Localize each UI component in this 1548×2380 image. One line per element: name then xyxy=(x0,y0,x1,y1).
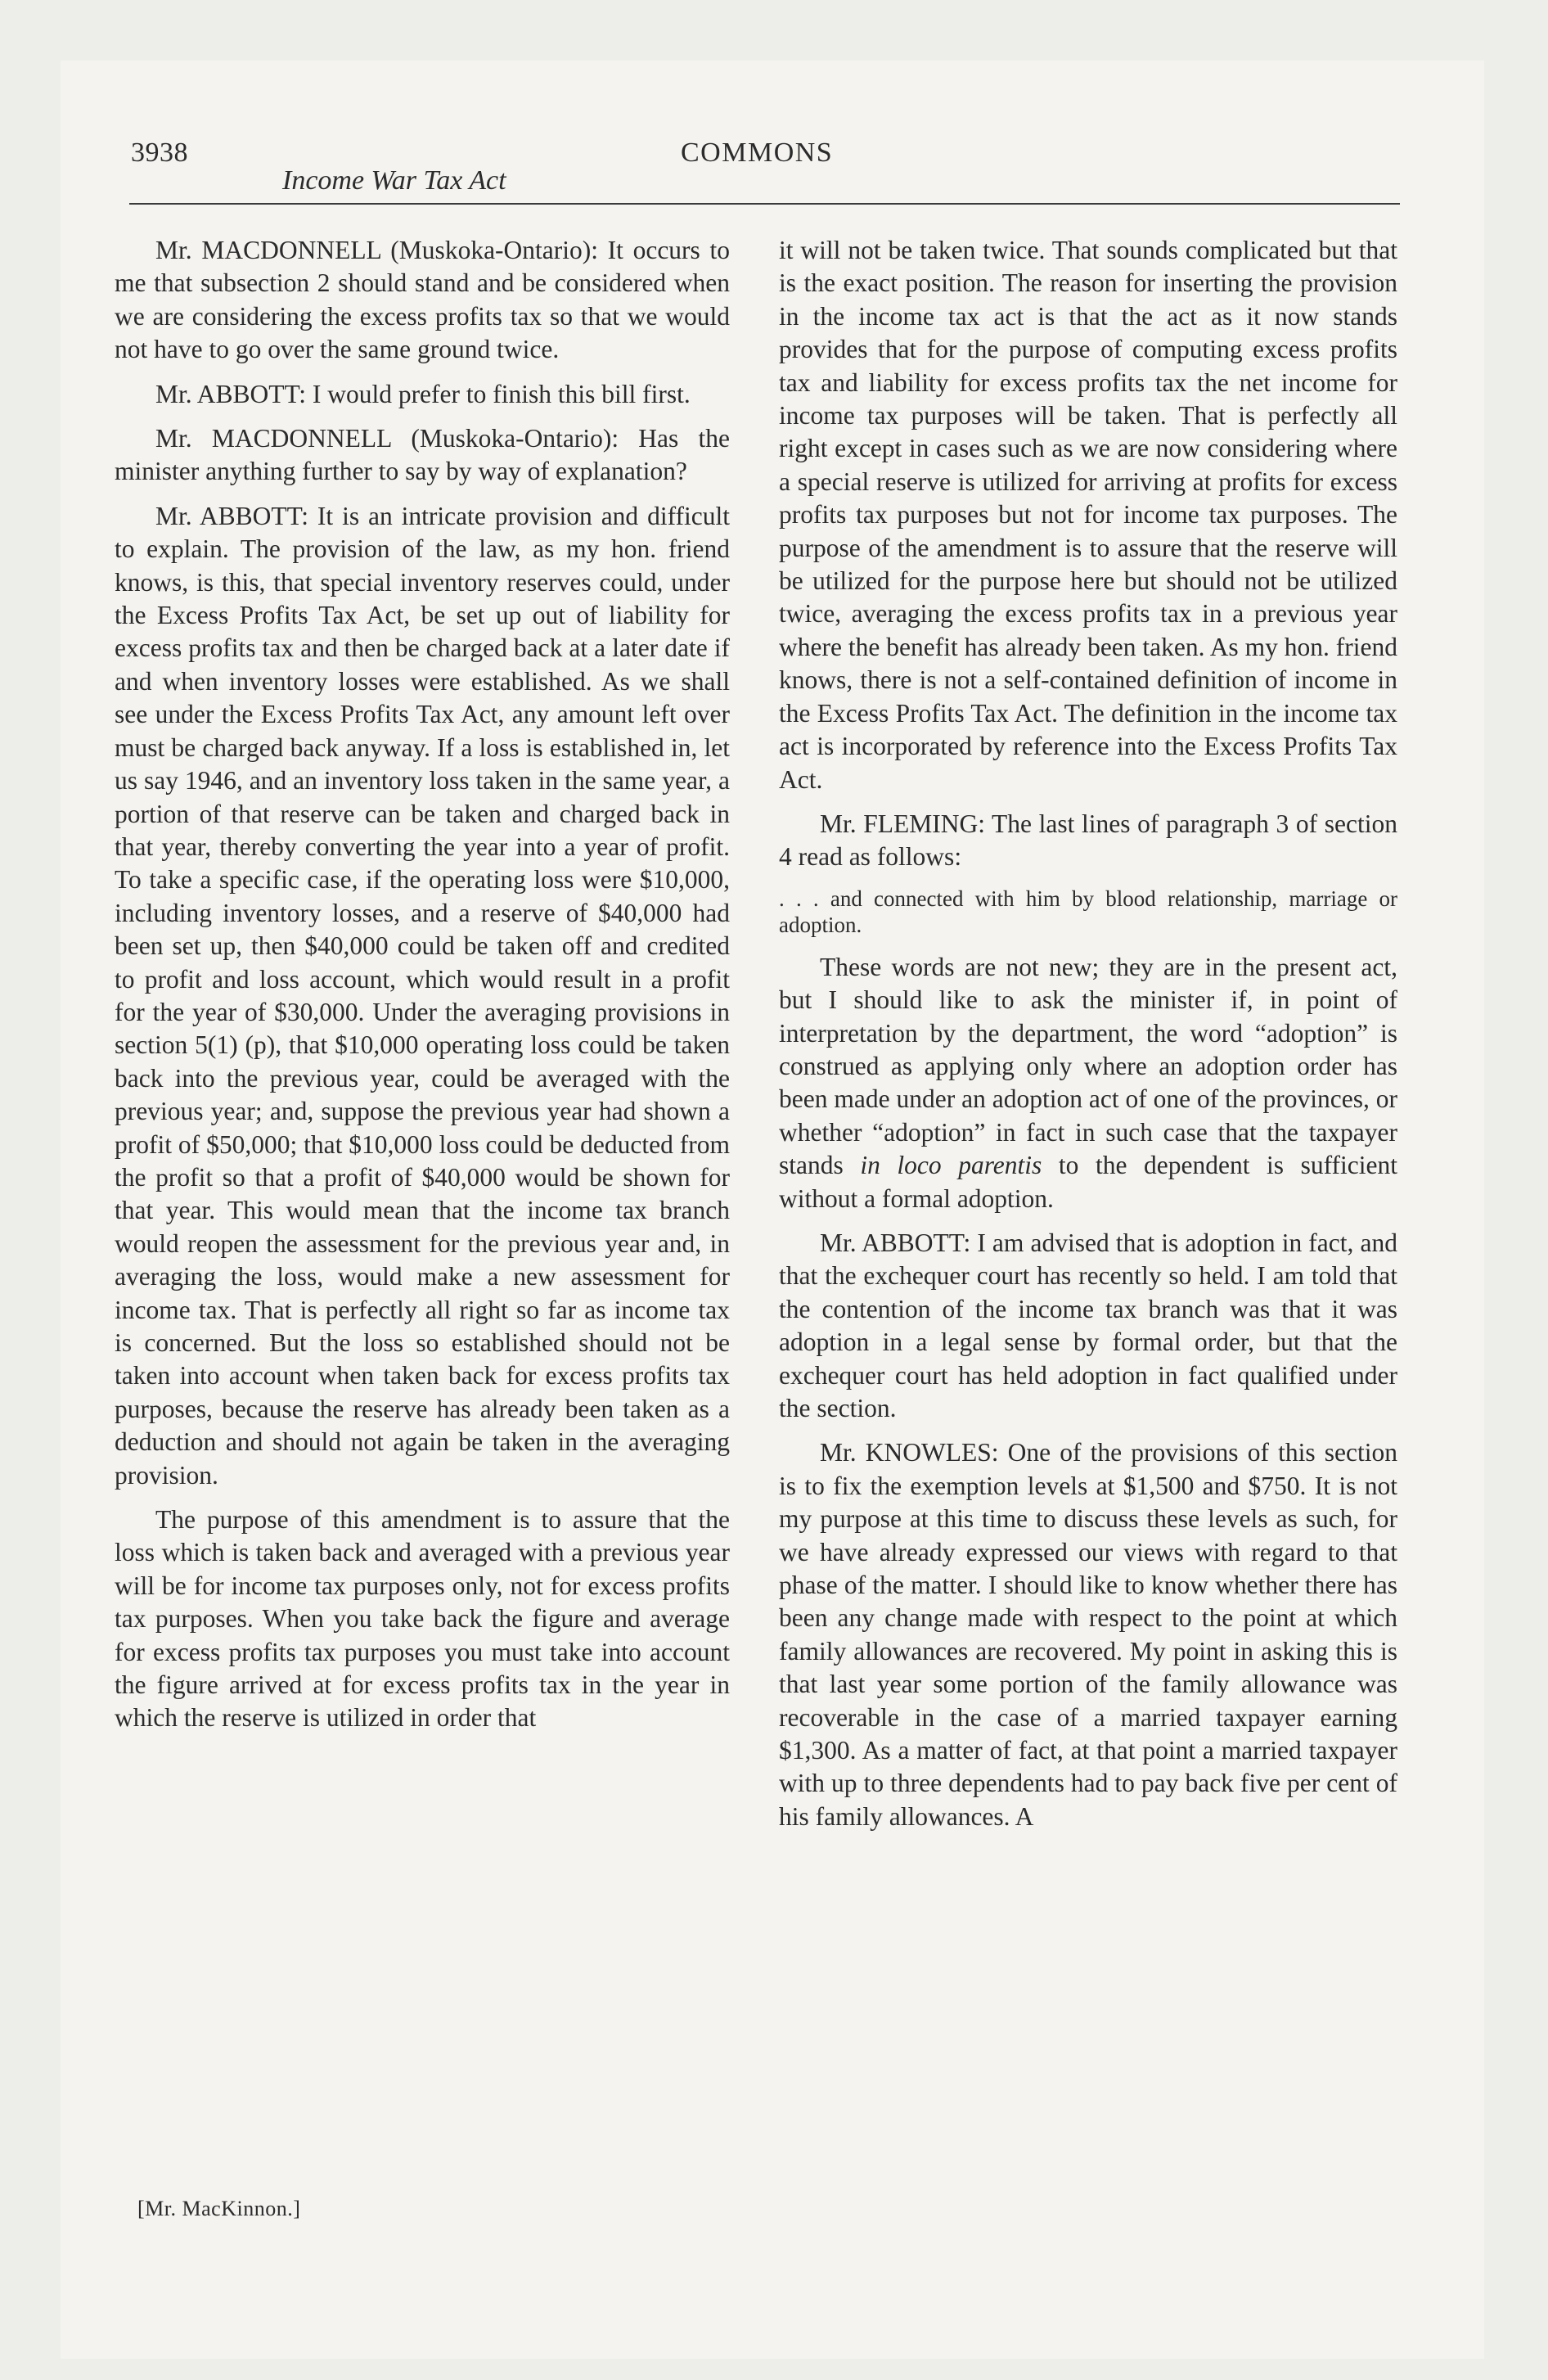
paragraph: it will not be taken twice. That sounds complicated but that is the exact position. The reason for inserting the provision in the income tax act is that the act as it now stands provides that for the purpose of computing excess profits tax and liability for excess profits tax the net income for income tax purposes will be taken. That is perfectly all right except in cases such as we are now considering where a special reserve is utilized for arriving at profits for excess profits tax purposes but not for income tax purposes. The purpose of the amendment is to assure that the reserve will be utilized for the purpose here but should not be utilized twice, averaging the excess profits tax in a previous year where the benefit has already been taken. As my hon. friend knows, there is not a self-contained definition of income in the Excess Profits Tax Act. The definition in the income tax act is incorporated by reference into the Excess Profits Tax Act. xyxy=(779,236,1397,794)
running-title: Income War Tax Act xyxy=(282,165,506,196)
paragraph: Mr. MACDONNELL (Muskoka-Ontario): It occurs to me that subsection 2 should stand and be considered when we are considering the excess profits tax so that we would not have to go over the same ground twice. xyxy=(115,236,730,364)
header-rule xyxy=(129,203,1400,205)
paragraph-text: to the dependent is sufficient without a formal adoption. xyxy=(779,1151,1397,1213)
left-column xyxy=(115,234,730,1747)
paragraph: The purpose of this amendment is to assure that the loss which is taken back and averaged with a previous year will be for income tax purposes only, not for excess profits tax purposes. When you take back the figure and average for excess profits tax purposes you must take into account the figure arrived at for excess profits tax in the year in which the reserve is utilized in order that xyxy=(115,1505,730,1733)
paragraph: Mr. FLEMING: The last lines of paragraph 3 of section 4 read as follows: xyxy=(779,809,1397,872)
paragraph: Mr. MACDONNELL (Muskoka-Ontario): Has the minister anything further to say by way of explanation? xyxy=(115,424,730,486)
paragraph: Mr. ABBOTT: I am advised that is adoption in fact, and that the exchequer court has recently so held. I am told that the contention of the income tax branch was that it was adoption in a legal sense by formal order, but that the exchequer court has held adoption in fact qualified under the section. xyxy=(779,1228,1397,1422)
paragraph-text: These words are not new; they are in the present act, but I should like to ask the minister if, in point of interpretation by the department, the word “adoption” is construed as applying only where an adoption order has been made under an adoption act of one of the provinces, or whether “adoption” in fact in such case that the taxpayer stands xyxy=(779,952,1397,1180)
paragraph xyxy=(779,951,1397,1215)
section-title: COMMONS xyxy=(681,137,834,168)
block-quote: . . . and connected with him by blood relationship, marriage or adoption. xyxy=(779,886,1397,937)
latin-phrase: in loco parentis xyxy=(860,1151,1042,1180)
speaker-footnote: [Mr. MacKinnon.] xyxy=(137,2197,301,2220)
paragraph: Mr. ABBOTT: I would prefer to finish this bill first. xyxy=(155,379,691,408)
paragraph: Mr. KNOWLES: One of the provisions of this section is to fix the exemption levels at $1,500 and $750. It is not my purpose at this time to discuss these levels as such, for we have already expressed our views with regard to that phase of the matter. I should like to know whether there has been any change made with respect to the point at which family allowances are recovered. My point in asking this is that last year some portion of the family allowance was recoverable in the case of a married taxpayer earning $1,300. As a matter of fact, at that point a married taxpayer with up to three dependents had to pay back five per cent of his family allowances. A xyxy=(779,1438,1397,1831)
right-column xyxy=(779,234,1397,1845)
paragraph: Mr. ABBOTT: It is an intricate provision and difficult to explain. The provision of the law, as my hon. friend knows, is this, that special inventory reserves could, under the Excess Profits Tax Act, be set up out of liability for excess profits tax and then be charged back at a later date if and when inventory losses were established. As we shall see under the Excess Profits Tax Act, any amount left over must be charged back anyway. If a loss is established in, let us say 1946, and an inventory loss taken in the same year, a portion of that reserve can be taken and charged back in that year, thereby converting the year into a year of profit. To take a specific case, if the operating loss were $10,000, including inventory losses, and a reserve of $40,000 had been set up, then $40,000 could be taken off and credited to profit and loss account, which would result in a profit for the year of $30,000. Under the averaging provisions in section 5(1) (p), that $10,000 operating loss could be taken back into the previous year, could be averaged with the previous year; and, suppose the previous year had shown a profit of $50,000; that $10,000 loss could be deducted from the profit so that a profit of $40,000 would be shown for that year. This would mean that the income tax branch would reopen the assessment for the previous year and, in averaging the loss, would make a new assessment for income tax. That is perfectly all right so far as income tax is concerned. But the loss so established should not be taken into account when taken back for excess profits tax purposes, because the reserve has already been taken as a deduction and should not again be taken in the averaging provision. xyxy=(115,501,730,1490)
page-number: 3938 xyxy=(131,137,188,168)
